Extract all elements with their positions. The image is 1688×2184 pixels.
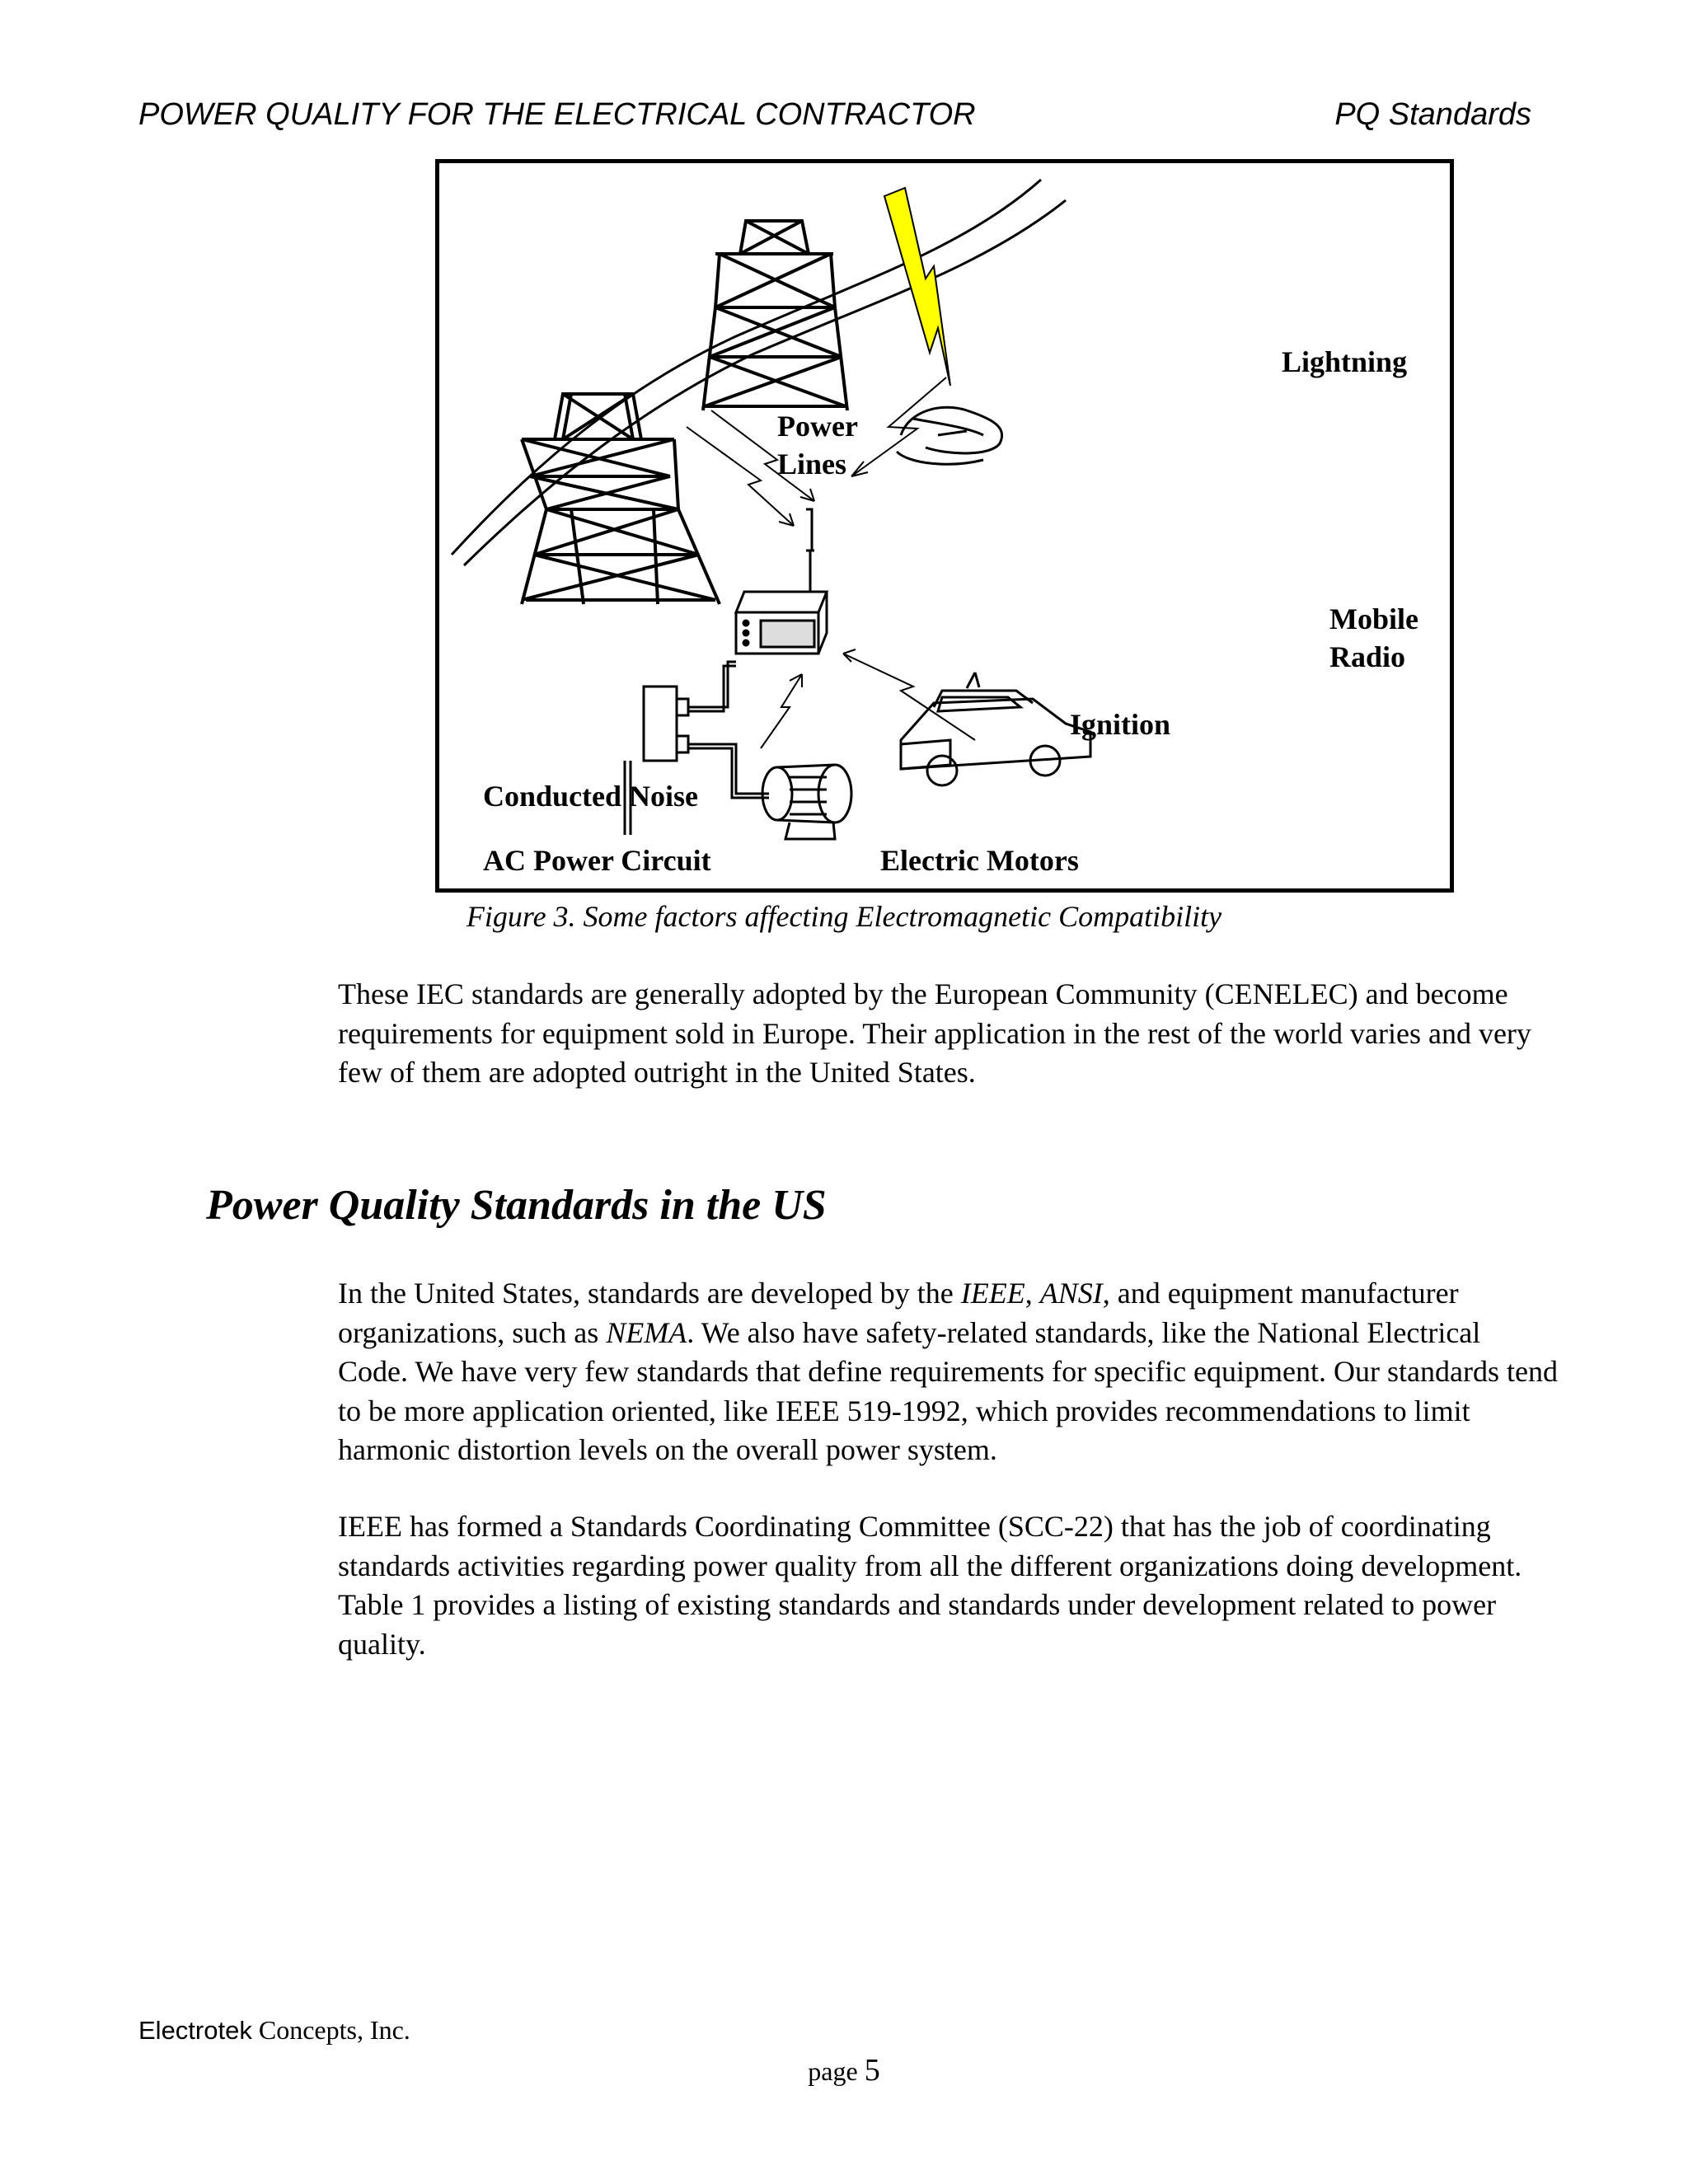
label-electric-motors: Electric Motors: [880, 844, 1079, 877]
page-number: [0, 2052, 1688, 2088]
figure-emc: [435, 159, 1454, 893]
power-line-cable: [452, 180, 1041, 555]
label-mobile-radio-1: Mobile: [1329, 602, 1418, 635]
lightning-interference-arrow: [851, 377, 946, 476]
page-number-value: 5: [864, 2053, 880, 2088]
paragraph-us-standards: In the United States, standards are developed by the IEEE, ANSI, and equipment manufacturer organizations, such as NEMA. We also have safety-related standards, like the National Electrical Code. We have very few standards that define requirements for specific equipment. Our standards tend to be more application oriented, like IEEE 519-1992, which provides recommendations to limit harmonic distortion levels on the overall power system.: [338, 1277, 1558, 1466]
ansi-term: ANSI: [1039, 1277, 1103, 1310]
label-power-lines-2: Lines: [777, 448, 847, 480]
radio-receiver-icon: [736, 509, 827, 654]
page-label: page: [808, 2056, 865, 2086]
label-conducted-noise: Conducted Noise: [483, 780, 699, 813]
label-ignition: Ignition: [1070, 708, 1171, 741]
car-icon: [901, 673, 1090, 785]
transmission-tower-left: [522, 394, 720, 604]
label-ac-power-circuit: AC Power Circuit: [483, 844, 711, 877]
label-mobile-radio-2: Radio: [1329, 640, 1406, 673]
intro-paragraph: These IEC standards are generally adopted by the European Community (CENELEC) and become requirements for equipment sold in Europe. Their application in the rest of the world varies and very few of them are adopted outright in the United States.: [338, 977, 1531, 1089]
nema-term: NEMA: [606, 1315, 687, 1349]
figure-caption: Figure 3. Some factors affecting Electromagnetic Compatibility: [466, 900, 1222, 933]
lightning-bolt-icon: [884, 188, 950, 386]
footer-company: [138, 2015, 410, 2046]
label-power-lines-1: Power: [777, 410, 858, 443]
company-suffix: Concepts, Inc.: [251, 2015, 410, 2045]
document-title: POWER QUALITY FOR THE ELECTRICAL CONTRACTOR: [138, 97, 976, 132]
electric-motor-icon: [762, 765, 851, 839]
section-heading: Power Quality Standards in the US: [206, 1182, 827, 1229]
paragraph-scc22: IEEE has formed a Standards Coordinating Committee (SCC-22) that has the job of coordinating standards activities regarding power quality from all the different organizations doing development. Table 1 provides a listing of existing standards and standards under development related to power quality.: [338, 1510, 1522, 1661]
running-header: [138, 97, 1531, 138]
lightning-strike-ring: [897, 407, 1002, 464]
ieee-term: IEEE: [960, 1277, 1025, 1310]
transmission-tower-right: [703, 221, 847, 410]
section-name: PQ Standards: [1334, 97, 1531, 132]
label-lightning: Lightning: [1282, 345, 1408, 378]
company-brand: Electrotek: [138, 2016, 252, 2045]
ignition-interference-arrow: [761, 674, 802, 748]
